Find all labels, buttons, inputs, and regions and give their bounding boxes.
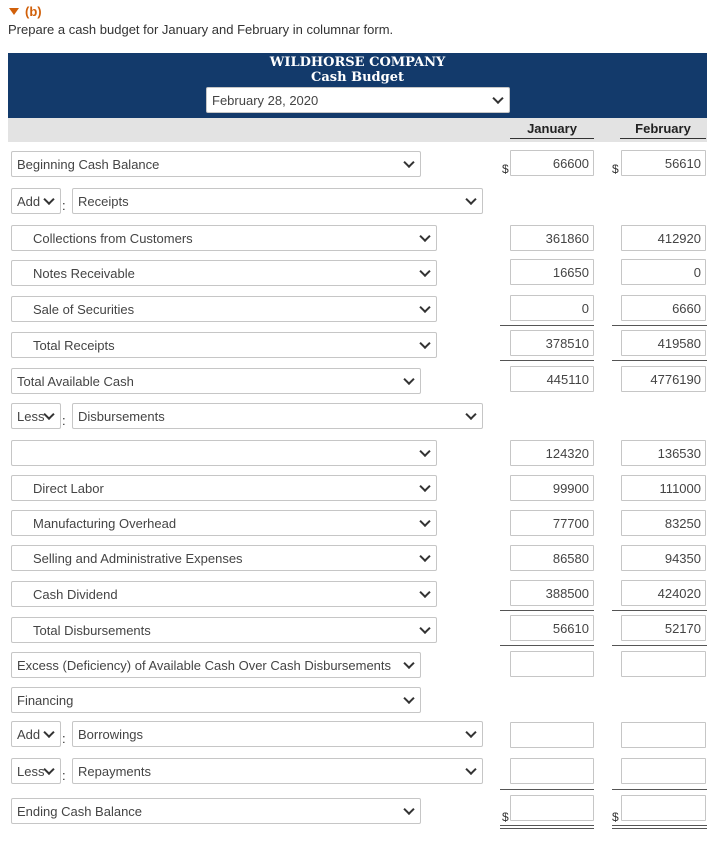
- chevron-down-icon: [419, 551, 430, 562]
- total-available-cash-feb-input[interactable]: 4776190: [621, 366, 706, 392]
- chevron-down-icon: [465, 764, 476, 775]
- subtotal-rule: [612, 610, 707, 611]
- chevron-down-icon: [465, 194, 476, 205]
- chevron-down-icon: [419, 338, 430, 349]
- chevron-down-icon: [43, 194, 54, 205]
- currency-symbol: $: [612, 162, 619, 176]
- chevron-down-icon: [403, 804, 414, 815]
- manufacturing-overhead-label: Manufacturing Overhead: [33, 515, 177, 531]
- borrowings-feb-input[interactable]: [621, 722, 706, 748]
- ending-cash-feb-input[interactable]: [621, 795, 706, 821]
- total-disbursements-select[interactable]: [11, 617, 437, 643]
- chevron-down-icon: [465, 727, 476, 738]
- chevron-down-icon: [403, 157, 414, 168]
- chevron-down-icon: [43, 409, 54, 420]
- beginning-cash-feb-input[interactable]: 56610: [621, 150, 706, 176]
- total-receipts-label: Total Receipts: [33, 337, 115, 353]
- beginning-cash-select[interactable]: [11, 151, 421, 177]
- chevron-down-icon: [403, 658, 414, 669]
- chevron-down-icon: [419, 231, 430, 242]
- part-label-text: (b): [25, 3, 42, 19]
- repayments-jan-input[interactable]: [510, 758, 594, 784]
- collections-select[interactable]: [11, 225, 437, 251]
- borrowings-select[interactable]: [72, 721, 483, 747]
- total-receipts-feb-input[interactable]: 419580: [621, 330, 706, 356]
- chevron-down-icon: [465, 409, 476, 420]
- disbursements-op-select[interactable]: [11, 403, 61, 429]
- ending-cash-select[interactable]: [11, 798, 421, 824]
- selling-admin-label: Selling and Administrative Expenses: [33, 550, 243, 566]
- part-label[interactable]: [9, 4, 42, 18]
- colon-separator: :: [62, 413, 66, 428]
- sale-of-securities-label: Sale of Securities: [33, 301, 135, 317]
- cash-dividend-label: Cash Dividend: [33, 586, 118, 602]
- column-header-january: January: [510, 121, 594, 139]
- ending-cash-label: Ending Cash Balance: [17, 803, 143, 819]
- repayments-label: Repayments: [78, 763, 151, 779]
- cash-dividend-select[interactable]: [11, 581, 437, 607]
- subtotal-rule: [612, 360, 707, 361]
- repayments-op-select[interactable]: [11, 758, 61, 784]
- subtotal-rule: [500, 610, 594, 611]
- collections-label: Collections from Customers: [33, 230, 193, 246]
- notes-receivable-select[interactable]: [11, 260, 437, 286]
- beginning-cash-label: Beginning Cash Balance: [17, 156, 160, 172]
- receipts-label: Receipts: [78, 193, 129, 209]
- subtotal-rule: [500, 360, 594, 361]
- subtotal-rule: [612, 789, 707, 790]
- double-rule-top: [612, 825, 707, 826]
- subtotal-rule: [500, 789, 594, 790]
- chevron-down-icon: [43, 727, 54, 738]
- double-rule-bottom: [500, 828, 594, 829]
- chevron-down-icon: [419, 587, 430, 598]
- excess-deficiency-select[interactable]: [11, 652, 421, 678]
- receipts-op-label: Add: [17, 193, 41, 209]
- cash-dividend-jan-input[interactable]: 388500: [510, 580, 594, 606]
- double-rule-top: [500, 825, 594, 826]
- chevron-down-icon: [403, 693, 414, 704]
- total-receipts-select[interactable]: [11, 332, 437, 358]
- chevron-down-icon: [419, 516, 430, 527]
- subtotal-rule: [612, 325, 707, 326]
- chevron-down-icon: [419, 266, 430, 277]
- chevron-down-icon: [419, 623, 430, 634]
- subtotal-rule: [612, 645, 707, 646]
- total-available-cash-select[interactable]: [11, 368, 421, 394]
- borrowings-label: Borrowings: [78, 726, 144, 742]
- total-disbursements-feb-input[interactable]: 52170: [621, 615, 706, 641]
- financing-select[interactable]: [11, 687, 421, 713]
- cash-dividend-feb-input[interactable]: 424020: [621, 580, 706, 606]
- chevron-down-icon: [419, 446, 430, 457]
- total-disbursements-label: Total Disbursements: [33, 622, 151, 638]
- borrowings-op-label: Add: [17, 726, 41, 742]
- budget-title: Cash Budget: [311, 70, 404, 85]
- total-disbursements-jan-input[interactable]: 56610: [510, 615, 594, 641]
- disbursements-op-label: Less: [17, 408, 45, 424]
- double-rule-bottom: [612, 828, 707, 829]
- total-available-cash-label: Total Available Cash: [17, 373, 134, 389]
- subtotal-rule: [500, 325, 594, 326]
- notes-receivable-label: Notes Receivable: [33, 265, 135, 281]
- colon-separator: :: [62, 731, 66, 746]
- sale-of-securities-select[interactable]: [11, 296, 437, 322]
- repayments-select[interactable]: [72, 758, 483, 784]
- collections-jan-input[interactable]: 361860: [510, 225, 594, 251]
- chevron-down-icon: [419, 302, 430, 313]
- currency-symbol: $: [502, 162, 509, 176]
- receipts-select[interactable]: [72, 188, 483, 214]
- disbursements-label: Disbursements: [78, 408, 165, 424]
- manufacturing-overhead-select[interactable]: [11, 510, 437, 536]
- ending-cash-jan-input[interactable]: [510, 795, 594, 821]
- company-name: WILDHORSE COMPANY: [269, 55, 446, 70]
- sale-of-securities-jan-input[interactable]: 0: [510, 295, 594, 321]
- excess-deficiency-feb-input[interactable]: [621, 651, 706, 677]
- financing-label: Financing: [17, 692, 74, 708]
- chevron-down-icon: [43, 764, 54, 775]
- colon-separator: :: [62, 198, 66, 213]
- currency-symbol: $: [502, 810, 509, 824]
- notes-receivable-jan-input[interactable]: 16650: [510, 259, 594, 285]
- selling-admin-select[interactable]: [11, 545, 437, 571]
- sale-of-securities-feb-input[interactable]: 6660: [621, 295, 706, 321]
- collapse-triangle-icon[interactable]: [9, 8, 19, 15]
- currency-symbol: $: [612, 810, 619, 824]
- chevron-down-icon: [403, 374, 414, 385]
- direct-labor-label: Direct Labor: [33, 480, 104, 496]
- disbursement-item-jan-input[interactable]: 124320: [510, 440, 594, 466]
- collections-feb-input[interactable]: 412920: [621, 225, 706, 251]
- selling-admin-jan-input[interactable]: 86580: [510, 545, 594, 571]
- period-select[interactable]: [206, 87, 510, 113]
- instructions: Prepare a cash budget for January and February in columnar form.: [8, 22, 394, 37]
- excess-deficiency-jan-input[interactable]: [510, 651, 594, 677]
- chevron-down-icon: [419, 481, 430, 492]
- colon-separator: :: [62, 768, 66, 783]
- excess-deficiency-label: Excess (Deficiency) of Available Cash Over Cash Disbursements: [17, 657, 392, 673]
- total-available-cash-jan-input[interactable]: 445110: [510, 366, 594, 392]
- repayments-feb-input[interactable]: [621, 758, 706, 784]
- notes-receivable-feb-input[interactable]: 0: [621, 259, 706, 285]
- direct-labor-jan-input[interactable]: 99900: [510, 475, 594, 501]
- repayments-op-label: Less: [17, 763, 45, 779]
- disbursement-item-feb-input[interactable]: 136530: [621, 440, 706, 466]
- period-select-value: February 28, 2020: [212, 92, 319, 108]
- selling-admin-feb-input[interactable]: 94350: [621, 545, 706, 571]
- borrowings-op-select[interactable]: [11, 721, 61, 747]
- column-header-february: February: [620, 121, 706, 139]
- direct-labor-select[interactable]: [11, 475, 437, 501]
- disbursements-select[interactable]: [72, 403, 483, 429]
- manufacturing-overhead-jan-input[interactable]: 77700: [510, 510, 594, 536]
- subtotal-rule: [500, 645, 594, 646]
- receipts-op-select[interactable]: [11, 188, 61, 214]
- beginning-cash-jan-input[interactable]: 66600: [510, 150, 594, 176]
- direct-labor-feb-input[interactable]: 111000: [621, 475, 706, 501]
- total-receipts-jan-input[interactable]: 378510: [510, 330, 594, 356]
- column-header-band: [8, 118, 707, 142]
- chevron-down-icon: [492, 93, 503, 104]
- borrowings-jan-input[interactable]: [510, 722, 594, 748]
- manufacturing-overhead-feb-input[interactable]: 83250: [621, 510, 706, 536]
- disbursement-item-select[interactable]: [11, 440, 437, 466]
